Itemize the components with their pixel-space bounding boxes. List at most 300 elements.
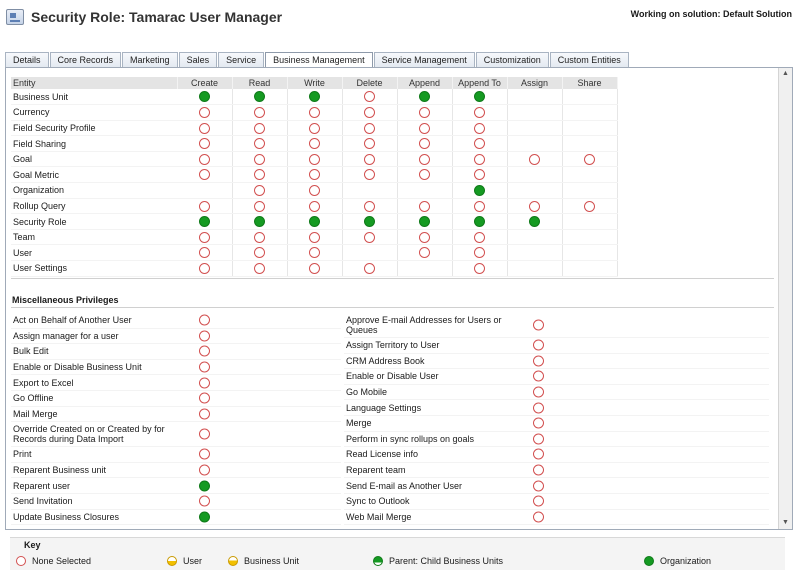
none-selected-icon[interactable] <box>254 154 265 165</box>
none-selected-icon[interactable] <box>309 201 320 212</box>
none-selected-icon[interactable] <box>533 387 544 398</box>
privilege-cell <box>232 89 287 105</box>
column-header-entity: Entity <box>11 77 177 89</box>
misc-privilege-row <box>344 400 769 416</box>
none-selected-icon[interactable] <box>419 247 430 258</box>
misc-privilege-row <box>344 385 769 401</box>
privilege-cell <box>287 151 342 167</box>
privilege-cell <box>177 183 232 199</box>
none-selected-icon[interactable] <box>474 123 485 134</box>
none-selected-icon[interactable] <box>199 429 210 440</box>
privilege-cell <box>342 89 397 105</box>
privilege-cell <box>507 183 562 199</box>
key-item-none-selected <box>16 556 91 566</box>
none-selected-icon[interactable] <box>254 201 265 212</box>
privilege-cell <box>507 105 562 121</box>
privilege-cell <box>287 214 342 230</box>
privilege-cell <box>562 89 617 105</box>
key-legend <box>10 537 785 570</box>
misc-privilege-label: Read License info <box>346 449 419 460</box>
privilege-cell <box>452 183 507 199</box>
organization-level-icon[interactable] <box>199 91 210 102</box>
privilege-cell <box>562 229 617 245</box>
privilege-cell <box>342 167 397 183</box>
user-level-icon <box>167 556 177 566</box>
misc-privilege-label: Bulk Edit <box>13 346 49 357</box>
privilege-cell <box>287 245 342 261</box>
misc-privilege-row <box>344 416 769 432</box>
misc-privilege-row <box>344 510 769 526</box>
privilege-cell <box>342 120 397 136</box>
privilege-cell <box>452 167 507 183</box>
misc-title-underline <box>11 307 774 308</box>
organization-level-icon[interactable] <box>199 511 210 522</box>
none-selected-icon[interactable] <box>309 107 320 118</box>
entity-privileges-table <box>11 77 618 277</box>
none-selected-icon[interactable] <box>474 169 485 180</box>
tab-service-management[interactable]: Service Management <box>374 52 475 68</box>
privilege-cell <box>562 120 617 136</box>
none-selected-icon[interactable] <box>364 123 375 134</box>
privilege-cell <box>342 214 397 230</box>
key-item-business-unit <box>228 556 299 566</box>
misc-privilege-label: Override Created on or Created by for Records during Data Import <box>13 424 165 445</box>
organization-level-icon[interactable] <box>254 91 265 102</box>
privilege-cell <box>562 136 617 152</box>
table-row <box>11 229 617 245</box>
tab-service[interactable]: Service <box>218 52 264 68</box>
none-selected-icon[interactable] <box>309 169 320 180</box>
none-selected-icon[interactable] <box>529 201 540 212</box>
none-selected-icon[interactable] <box>364 232 375 243</box>
misc-privilege-label: Sync to Outlook <box>346 496 410 507</box>
privilege-cell <box>287 105 342 121</box>
misc-privilege-row <box>344 494 769 510</box>
privilege-cell <box>452 120 507 136</box>
privilege-cell <box>397 183 452 199</box>
none-selected-icon[interactable] <box>533 433 544 444</box>
table-row <box>11 183 617 199</box>
misc-privilege-row <box>11 407 341 423</box>
none-selected-icon[interactable] <box>533 340 544 351</box>
none-selected-icon[interactable] <box>419 154 430 165</box>
none-selected-icon[interactable] <box>199 263 210 274</box>
entity-name: Goal Metric <box>11 167 177 183</box>
privilege-cell <box>342 136 397 152</box>
none-selected-icon[interactable] <box>309 263 320 274</box>
parent-child-level-icon <box>373 556 383 566</box>
organization-level-icon[interactable] <box>419 216 430 227</box>
privilege-cell <box>177 89 232 105</box>
scroll-up-icon[interactable]: ▲ <box>782 70 789 77</box>
privilege-cell <box>397 229 452 245</box>
none-selected-icon[interactable] <box>533 371 544 382</box>
misc-privilege-row <box>11 463 341 479</box>
business-unit-level-icon <box>228 556 238 566</box>
misc-privilege-row <box>11 422 341 447</box>
none-selected-icon[interactable] <box>254 263 265 274</box>
misc-privilege-label: Go Mobile <box>346 387 388 398</box>
privilege-cell <box>397 198 452 214</box>
misc-privilege-row <box>344 463 769 479</box>
column-header-append: Append <box>397 77 452 89</box>
column-header-create: Create <box>177 77 232 89</box>
table-row <box>11 136 617 152</box>
table-header-row <box>11 77 617 89</box>
misc-privilege-row <box>11 360 341 376</box>
misc-privilege-label: Mail Merge <box>13 408 58 419</box>
tab-sales[interactable]: Sales <box>179 52 218 68</box>
organization-level-icon[interactable] <box>364 216 375 227</box>
misc-privilege-label: Approve E-mail Addresses for Users or Queues <box>346 315 502 335</box>
privilege-cell <box>287 120 342 136</box>
privilege-cell <box>177 198 232 214</box>
privilege-cell <box>452 136 507 152</box>
tab-marketing[interactable]: Marketing <box>122 52 178 68</box>
none-selected-icon[interactable] <box>419 107 430 118</box>
privilege-cell <box>397 136 452 152</box>
organization-level-icon[interactable] <box>309 216 320 227</box>
misc-privilege-label: Merge <box>346 418 372 429</box>
privilege-cell <box>177 229 232 245</box>
privilege-cell <box>562 245 617 261</box>
privilege-cell <box>452 198 507 214</box>
none-selected-icon[interactable] <box>254 247 265 258</box>
none-selected-icon[interactable] <box>199 154 210 165</box>
none-selected-icon[interactable] <box>254 107 265 118</box>
table-row <box>11 120 617 136</box>
privilege-cell <box>397 245 452 261</box>
column-header-share: Share <box>562 77 617 89</box>
none-selected-icon[interactable] <box>364 201 375 212</box>
none-selected-icon[interactable] <box>199 107 210 118</box>
misc-privilege-row <box>11 344 341 360</box>
security-role-icon <box>6 9 24 25</box>
none-selected-icon[interactable] <box>364 169 375 180</box>
misc-privilege-label: Print <box>13 449 32 460</box>
misc-privilege-label: Enable or Disable Business Unit <box>13 362 142 373</box>
none-selected-icon[interactable] <box>199 123 210 134</box>
privilege-cell <box>342 245 397 261</box>
none-selected-icon[interactable] <box>419 201 430 212</box>
organization-level-icon[interactable] <box>474 185 485 196</box>
privilege-cell <box>177 105 232 121</box>
misc-privilege-label: Reparent user <box>13 480 71 491</box>
entity-name: Rollup Query <box>11 198 177 214</box>
table-row <box>11 167 617 183</box>
tab-customization[interactable]: Customization <box>476 52 549 68</box>
tab-core-records[interactable]: Core Records <box>50 52 122 68</box>
misc-privilege-row <box>11 375 341 391</box>
page-header <box>0 0 800 40</box>
none-selected-icon[interactable] <box>474 247 485 258</box>
privilege-cell <box>562 214 617 230</box>
misc-privilege-row <box>344 478 769 494</box>
none-selected-icon[interactable] <box>199 465 210 476</box>
tab-business-management[interactable]: Business Management <box>265 52 373 69</box>
misc-privilege-label: Reparent team <box>346 465 406 476</box>
entity-name: Field Security Profile <box>11 120 177 136</box>
key-item-label: None Selected <box>32 556 92 566</box>
key-item-parent-child-business-units <box>373 556 503 566</box>
none-selected-icon[interactable] <box>254 169 265 180</box>
misc-privilege-row <box>11 510 341 526</box>
none-selected-icon[interactable] <box>533 480 544 491</box>
privilege-cell <box>232 136 287 152</box>
none-selected-icon[interactable] <box>199 169 210 180</box>
misc-privilege-label: Go Offline <box>13 393 54 404</box>
misc-privilege-row <box>344 447 769 463</box>
misc-privilege-label: Act on Behalf of Another User <box>13 315 132 326</box>
none-selected-icon[interactable] <box>364 107 375 118</box>
misc-privilege-row <box>11 391 341 407</box>
privilege-cell <box>232 151 287 167</box>
tab-bar <box>5 52 630 68</box>
privilege-cell <box>232 167 287 183</box>
misc-privilege-row <box>11 494 341 510</box>
misc-privilege-row <box>344 354 769 370</box>
none-selected-icon[interactable] <box>419 232 430 243</box>
none-selected-icon[interactable] <box>309 154 320 165</box>
column-header-read: Read <box>232 77 287 89</box>
misc-privilege-label: Assign Territory to User <box>346 340 440 351</box>
misc-privilege-label: Send E-mail as Another User <box>346 480 463 491</box>
privilege-cell <box>232 245 287 261</box>
privilege-cell <box>397 120 452 136</box>
organization-level-icon <box>644 556 654 566</box>
none-selected-icon[interactable] <box>199 377 210 388</box>
none-selected-icon[interactable] <box>199 232 210 243</box>
none-selected-icon[interactable] <box>199 346 210 357</box>
misc-privilege-label: Reparent Business unit <box>13 465 107 476</box>
entity-name: User <box>11 245 177 261</box>
none-selected-icon[interactable] <box>419 169 430 180</box>
privilege-cell <box>452 229 507 245</box>
privilege-cell <box>232 214 287 230</box>
privilege-cell <box>342 151 397 167</box>
table-row <box>11 151 617 167</box>
tab-custom-entities[interactable]: Custom Entities <box>550 52 629 68</box>
scroll-down-icon[interactable]: ▼ <box>782 519 789 526</box>
none-selected-icon[interactable] <box>199 247 210 258</box>
none-selected-icon[interactable] <box>584 201 595 212</box>
misc-privilege-row <box>11 313 341 329</box>
privilege-cell <box>232 261 287 277</box>
entity-name: Organization <box>11 183 177 199</box>
column-header-write: Write <box>287 77 342 89</box>
privilege-cell <box>232 229 287 245</box>
none-selected-icon[interactable] <box>199 330 210 341</box>
privilege-cell <box>397 89 452 105</box>
none-selected-icon[interactable] <box>309 138 320 149</box>
privilege-cell <box>232 105 287 121</box>
organization-level-icon[interactable] <box>309 91 320 102</box>
entity-name: Goal <box>11 151 177 167</box>
misc-privilege-row <box>11 447 341 463</box>
privilege-cell <box>507 167 562 183</box>
none-selected-icon[interactable] <box>199 362 210 373</box>
none-selected-icon[interactable] <box>474 201 485 212</box>
none-selected-icon[interactable] <box>364 91 375 102</box>
privilege-cell <box>507 151 562 167</box>
none-selected-icon[interactable] <box>364 154 375 165</box>
entity-name: Team <box>11 229 177 245</box>
privilege-cell <box>507 136 562 152</box>
misc-privilege-label: Perform in sync rollups on goals <box>346 433 475 444</box>
organization-level-icon[interactable] <box>419 91 430 102</box>
privilege-cell <box>452 89 507 105</box>
misc-privilege-label: CRM Address Book <box>346 355 425 366</box>
none-selected-icon[interactable] <box>254 185 265 196</box>
none-selected-icon[interactable] <box>309 247 320 258</box>
misc-privilege-label: Web Mail Merge <box>346 511 412 522</box>
none-selected-icon[interactable] <box>254 138 265 149</box>
key-item-label: Business Unit <box>244 556 300 566</box>
privilege-cell <box>562 183 617 199</box>
misc-privilege-row <box>11 478 341 494</box>
privilege-cell <box>232 183 287 199</box>
privilege-cell <box>342 229 397 245</box>
none-selected-icon[interactable] <box>533 320 544 331</box>
entity-name: Field Sharing <box>11 136 177 152</box>
privilege-cell <box>397 151 452 167</box>
none-selected-icon[interactable] <box>474 232 485 243</box>
key-title: Key <box>24 540 41 550</box>
entity-name: Business Unit <box>11 89 177 105</box>
privilege-cell <box>287 136 342 152</box>
privilege-cell <box>452 105 507 121</box>
none-selected-icon[interactable] <box>419 138 430 149</box>
none-selected-icon[interactable] <box>254 232 265 243</box>
column-header-append-to: Append To <box>452 77 507 89</box>
business-management-panel <box>5 67 793 530</box>
none-selected-icon[interactable] <box>474 154 485 165</box>
none-selected-icon[interactable] <box>199 449 210 460</box>
table-row <box>11 105 617 121</box>
none-selected-icon[interactable] <box>199 408 210 419</box>
organization-level-icon[interactable] <box>474 216 485 227</box>
privilege-cell <box>562 261 617 277</box>
privilege-cell <box>452 245 507 261</box>
none-selected-icon[interactable] <box>474 138 485 149</box>
none-selected-icon[interactable] <box>419 123 430 134</box>
none-selected-icon[interactable] <box>474 263 485 274</box>
none-selected-icon[interactable] <box>199 393 210 404</box>
privilege-cell <box>177 245 232 261</box>
solution-indicator: Working on solution: Default Solution <box>630 9 792 19</box>
organization-level-icon[interactable] <box>199 216 210 227</box>
misc-privilege-label: Assign manager for a user <box>13 330 119 341</box>
privilege-cell <box>342 105 397 121</box>
none-selected-icon[interactable] <box>533 418 544 429</box>
misc-privilege-label: Export to Excel <box>13 377 74 388</box>
misc-privilege-row <box>11 329 341 345</box>
privilege-cell <box>342 261 397 277</box>
privilege-cell <box>397 261 452 277</box>
table-row <box>11 261 617 277</box>
misc-privilege-row <box>344 369 769 385</box>
privilege-cell <box>507 245 562 261</box>
table-row <box>11 89 617 105</box>
none-selected-icon[interactable] <box>199 496 210 507</box>
table-row <box>11 214 617 230</box>
privilege-cell <box>287 198 342 214</box>
none-selected-icon[interactable] <box>254 123 265 134</box>
privilege-cell <box>452 151 507 167</box>
none-selected-icon[interactable] <box>533 511 544 522</box>
none-selected-icon[interactable] <box>474 107 485 118</box>
none-selected-icon[interactable] <box>309 185 320 196</box>
privilege-cell <box>397 214 452 230</box>
none-selected-icon[interactable] <box>529 154 540 165</box>
privilege-cell <box>507 89 562 105</box>
none-selected-icon[interactable] <box>199 201 210 212</box>
none-selected-icon[interactable] <box>364 263 375 274</box>
table-row <box>11 245 617 261</box>
privilege-cell <box>287 229 342 245</box>
none-selected-icon[interactable] <box>533 465 544 476</box>
privilege-cell <box>232 120 287 136</box>
privilege-cell <box>507 214 562 230</box>
privilege-cell <box>397 105 452 121</box>
vertical-scrollbar[interactable] <box>778 68 792 529</box>
privilege-cell <box>177 261 232 277</box>
privilege-cell <box>562 167 617 183</box>
entity-name: User Settings <box>11 261 177 277</box>
none-selected-icon[interactable] <box>533 402 544 413</box>
entity-name: Currency <box>11 105 177 121</box>
organization-level-icon[interactable] <box>199 480 210 491</box>
organization-level-icon[interactable] <box>529 216 540 227</box>
none-selected-icon[interactable] <box>533 449 544 460</box>
privilege-cell <box>342 183 397 199</box>
privilege-cell <box>287 167 342 183</box>
misc-privilege-row <box>344 432 769 448</box>
privilege-cell <box>287 89 342 105</box>
organization-level-icon[interactable] <box>254 216 265 227</box>
none-selected-icon[interactable] <box>309 123 320 134</box>
privilege-cell <box>287 261 342 277</box>
entity-name: Security Role <box>11 214 177 230</box>
none-selected-icon[interactable] <box>309 232 320 243</box>
privilege-cell <box>177 120 232 136</box>
column-header-delete: Delete <box>342 77 397 89</box>
none-selected-icon[interactable] <box>199 138 210 149</box>
privilege-cell <box>177 167 232 183</box>
privilege-cell <box>452 261 507 277</box>
page-title: Security Role: Tamarac User Manager <box>31 9 283 25</box>
tab-details[interactable]: Details <box>5 52 49 68</box>
none-selected-icon <box>16 556 26 566</box>
misc-privilege-label: Language Settings <box>346 402 422 413</box>
none-selected-icon[interactable] <box>199 315 210 326</box>
misc-privilege-label: Send Invitation <box>13 496 73 507</box>
none-selected-icon[interactable] <box>584 154 595 165</box>
key-item-organization <box>644 556 711 566</box>
misc-privilege-row <box>344 338 769 354</box>
key-item-user <box>167 556 202 566</box>
organization-level-icon[interactable] <box>474 91 485 102</box>
privilege-cell <box>452 214 507 230</box>
none-selected-icon[interactable] <box>364 138 375 149</box>
none-selected-icon[interactable] <box>533 496 544 507</box>
privilege-cell <box>177 214 232 230</box>
privilege-cell <box>177 151 232 167</box>
privilege-cell <box>562 105 617 121</box>
column-header-assign: Assign <box>507 77 562 89</box>
none-selected-icon[interactable] <box>533 355 544 366</box>
misc-privilege-label: Enable or Disable User <box>346 371 439 382</box>
